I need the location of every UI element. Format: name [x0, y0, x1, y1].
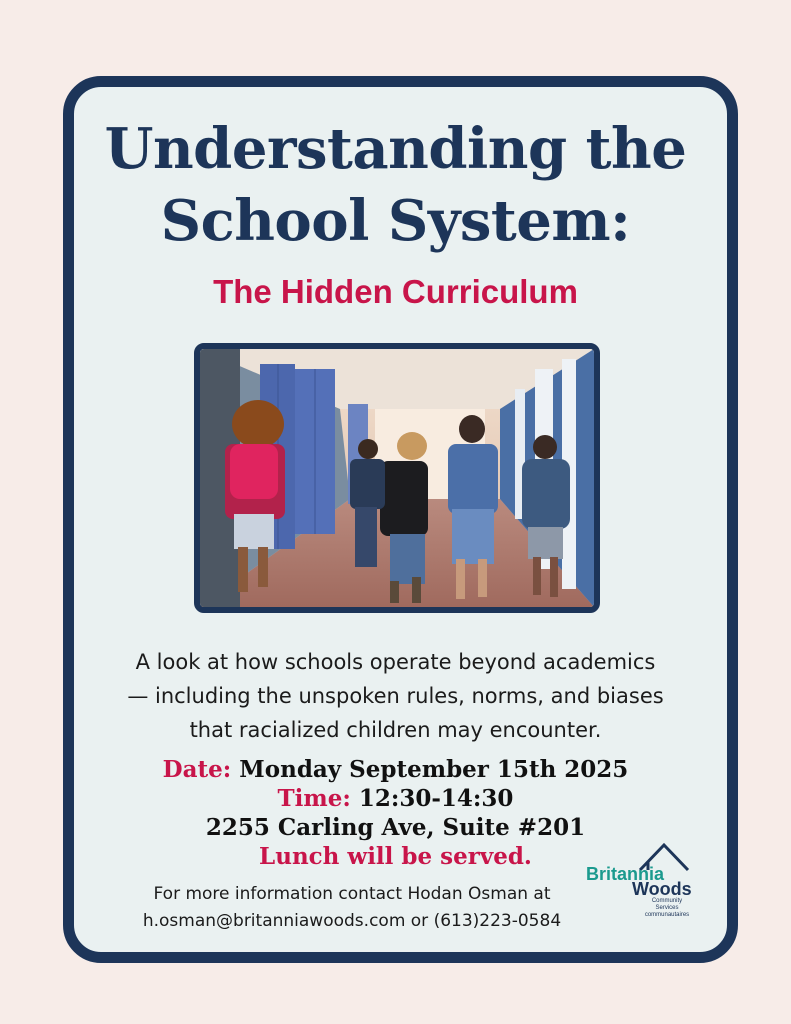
time-value: 12:30-14:30 [358, 785, 514, 812]
flyer-subtitle: The Hidden Curriculum [213, 273, 578, 310]
description-line-2: — including the unspoken rules, norms, and biases [127, 684, 664, 708]
event-lunch-note: Lunch will be served. [259, 843, 532, 870]
title-line-2: School System: [160, 188, 631, 254]
logo-tagline [640, 898, 694, 919]
britannia-woods-logo [582, 842, 712, 922]
logo-tag-communautaires: communautaires [644, 912, 690, 918]
date-value: Monday September 15th 2025 [239, 756, 629, 783]
logo-word-woods: Woods [632, 879, 692, 899]
event-address: 2255 Carling Ave, Suite #201 [205, 814, 586, 841]
contact-line-2[interactable]: h.osman@britanniawoods.com or (613)223-0584 [142, 911, 562, 931]
time-label: Time: [277, 785, 351, 812]
children-running-photo [194, 343, 600, 613]
date-label: Date: [162, 756, 232, 783]
description-line-1: A look at how schools operate beyond academics [135, 650, 656, 674]
logo-tag-services: Services [655, 905, 679, 911]
event-date [90, 755, 701, 784]
title-line-1: Understanding the [104, 116, 687, 182]
logo-tag-community: Community [651, 898, 683, 904]
event-time [90, 784, 701, 813]
event-description [90, 645, 701, 747]
logo-word-britannia: Britannia [586, 864, 665, 884]
contact-line-1: For more information contact Hodan Osman at [153, 884, 551, 904]
contact-info [112, 881, 592, 935]
flyer-title [0, 113, 791, 257]
description-line-3: that racialized children may encounter. [189, 718, 602, 742]
